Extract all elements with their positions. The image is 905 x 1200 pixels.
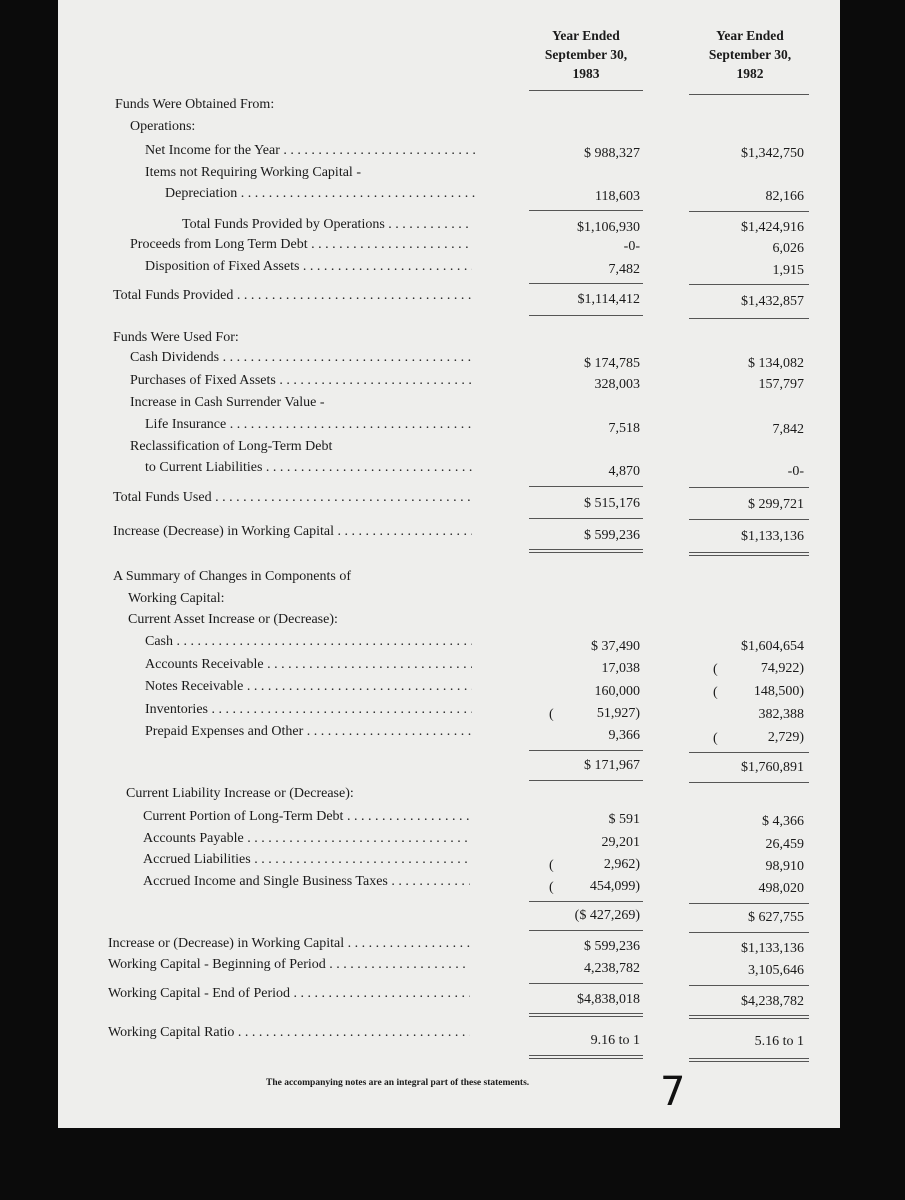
subtotal-rule: [529, 983, 643, 984]
header-line: Year Ended: [716, 28, 784, 43]
row-label: Proceeds from Long Term Debt . . .: [130, 238, 472, 252]
value-1983: $ 988,327: [584, 146, 640, 161]
subtotal-rule: [529, 901, 643, 902]
double-rule: [689, 1018, 809, 1019]
row-label: Increase in Cash Surrender Value -: [130, 395, 325, 410]
value-1983: $4,838,018: [577, 992, 640, 1007]
value-1983: 9,366: [608, 728, 640, 743]
row-label: Disposition of Fixed Assets . . .: [145, 260, 472, 274]
value-1982: 82,166: [765, 189, 804, 204]
value-1982: $ 4,366: [762, 814, 804, 829]
value-1983: $ 37,490: [591, 639, 640, 654]
row-label: Total Funds Used . . .: [113, 491, 472, 505]
subtotal-rule: [529, 486, 643, 487]
double-rule: [689, 1015, 809, 1016]
row-label: Working Capital Ratio . . .: [108, 1026, 470, 1040]
value-1983: 4,238,782: [584, 961, 640, 976]
value-1983: $ 599,236: [584, 528, 640, 543]
value-1982: 3,105,646: [748, 963, 804, 978]
row-label: Items not Requiring Working Capital -: [145, 165, 361, 180]
value-1983: 160,000: [594, 684, 640, 699]
subtotal-rule: [689, 782, 809, 783]
value-1982: 148,500): [753, 684, 804, 699]
value-1983: $ 174,785: [584, 356, 640, 371]
row-label: Reclassification of Long-Term Debt: [130, 439, 333, 454]
row-label: Notes Receivable . . .: [145, 680, 472, 694]
subtotal-rule: [529, 283, 643, 284]
value-1983: $ 515,176: [584, 496, 640, 511]
row-label: Cash . . .: [145, 635, 472, 649]
value-1982: $1,133,136: [741, 529, 804, 544]
value-1983: 118,603: [595, 189, 640, 204]
value-1982: 1,915: [772, 263, 804, 278]
section-heading: Working Capital:: [128, 591, 225, 606]
value-1982: 2,729): [767, 730, 804, 745]
value-1982: 7,842: [772, 422, 804, 437]
value-1982: 498,020: [758, 881, 804, 896]
subsection-heading: Current Asset Increase or (Decrease):: [128, 612, 338, 627]
header-rule: [529, 90, 643, 91]
subtotal-rule: [529, 210, 643, 211]
subtotal-rule: [529, 518, 643, 519]
value-1982: 26,459: [765, 837, 804, 852]
section-heading: Funds Were Obtained From:: [115, 97, 275, 112]
double-rule: [689, 552, 809, 553]
row-label: Depreciation . . .: [165, 187, 477, 201]
row-label: Working Capital - Beginning of Period . . .: [108, 958, 470, 972]
value-1983: $1,114,412: [577, 292, 640, 307]
value-1983: -0-: [623, 239, 640, 254]
row-label: Accrued Income and Single Business Taxes . . .: [143, 875, 470, 889]
row-label: Working Capital - End of Period . . .: [108, 987, 470, 1001]
value-1983: 51,927): [596, 706, 640, 721]
value-1982: $1,342,750: [741, 146, 804, 161]
subtotal-rule: [689, 487, 809, 488]
footer-note: The accompanying notes are an integral part of these statements.: [266, 1078, 530, 1088]
row-label: Prepaid Expenses and Other . . .: [145, 725, 472, 739]
value-1982: 5.16 to 1: [754, 1034, 804, 1049]
paren-open: (: [713, 731, 718, 746]
value-1983: 9.16 to 1: [590, 1033, 640, 1048]
value-1982: -0-: [787, 464, 804, 479]
subtotal-rule: [689, 284, 809, 285]
double-rule: [529, 552, 643, 553]
value-1983: 7,482: [608, 262, 640, 277]
value-1983: 29,201: [601, 835, 640, 850]
subtotal-rule: [529, 930, 643, 931]
value-1983: $1,106,930: [577, 220, 640, 235]
value-1982: 157,797: [758, 377, 804, 392]
subsection-heading: Current Liability Increase or (Decrease):: [126, 786, 354, 801]
subtotal-rule: [689, 519, 809, 520]
row-label: Increase or (Decrease) in Working Capital . . .: [108, 937, 470, 951]
value-1983: $ 591: [608, 812, 640, 827]
value-1983: $ 599,236: [584, 939, 640, 954]
subtotal-rule: [689, 211, 809, 212]
row-label: Accounts Receivable . . .: [145, 658, 472, 672]
value-1982: $1,604,654: [741, 639, 804, 654]
header-line: September 30,: [544, 47, 628, 62]
row-label: Cash Dividends . . .: [130, 351, 472, 365]
paren-open: (: [713, 685, 718, 700]
header-line: September 30,: [708, 47, 792, 62]
value-1983: 17,038: [601, 661, 640, 676]
row-label: Current Portion of Long-Term Debt . . .: [143, 810, 470, 824]
subtotal-1983: $ 171,967: [584, 758, 640, 773]
row-label: Purchases of Fixed Assets . . .: [130, 374, 472, 388]
header-line: 1982: [736, 66, 764, 81]
subtotal-rule: [689, 903, 809, 904]
double-rule: [529, 1013, 643, 1014]
column-header-1983: [522, 26, 650, 83]
double-rule: [529, 1055, 643, 1056]
value-1983: 454,099): [589, 879, 640, 894]
value-1982: $1,424,916: [741, 220, 804, 235]
value-1982: 98,910: [765, 859, 804, 874]
header-line: 1983: [572, 66, 600, 81]
row-label: Accrued Liabilities . . .: [143, 853, 470, 867]
value-1982: 6,026: [772, 241, 804, 256]
value-1982: $ 134,082: [748, 356, 804, 371]
value-1983: 2,962): [603, 857, 640, 872]
section-heading: Funds Were Used For:: [113, 330, 239, 345]
page-number: 7: [660, 1069, 686, 1115]
value-1982: 382,388: [758, 707, 804, 722]
value-1982: $4,238,782: [741, 994, 804, 1009]
subtotal-rule: [529, 780, 643, 781]
row-label: Life Insurance . . .: [145, 418, 472, 432]
subtotal-1983: ($ 427,269): [574, 908, 640, 923]
subtotal-rule: [689, 985, 809, 986]
section-heading: A Summary of Changes in Components of: [113, 569, 351, 584]
paren-open: (: [713, 662, 718, 677]
double-rule: [689, 555, 809, 556]
double-rule: [529, 1016, 643, 1017]
header-line: Year Ended: [552, 28, 620, 43]
paren-open: (: [549, 858, 554, 873]
paren-open: (: [549, 707, 554, 722]
value-1982: $ 299,721: [748, 497, 804, 512]
column-header-1982: [686, 26, 814, 83]
row-label: Total Funds Provided by Operations . . .: [182, 218, 472, 232]
value-1983: 328,003: [594, 377, 640, 392]
subtotal-1982: $1,760,891: [741, 760, 804, 775]
total-rule: [689, 318, 809, 319]
value-1982: 74,922): [760, 661, 804, 676]
row-label: to Current Liabilities . . .: [145, 461, 472, 475]
double-rule: [529, 1058, 643, 1059]
double-rule: [689, 1061, 809, 1062]
row-label: Net Income for the Year . . .: [145, 144, 477, 158]
subtotal-rule: [529, 750, 643, 751]
total-rule: [529, 315, 643, 316]
subtotal-rule: [689, 752, 809, 753]
value-1982: $1,432,857: [741, 294, 804, 309]
row-label: Total Funds Provided . . .: [113, 289, 472, 303]
row-label: Accounts Payable . . .: [143, 832, 470, 846]
subsection-heading: Operations:: [130, 119, 196, 134]
value-1982: $1,133,136: [741, 941, 804, 956]
subtotal-rule: [689, 932, 809, 933]
value-1983: 7,518: [608, 421, 640, 436]
paren-open: (: [549, 880, 554, 895]
subtotal-1982: $ 627,755: [748, 910, 804, 925]
row-label: Increase (Decrease) in Working Capital . . .: [113, 525, 472, 539]
header-rule: [689, 94, 809, 95]
value-1983: 4,870: [608, 464, 640, 479]
double-rule: [529, 549, 643, 550]
row-label: Inventories . . .: [145, 703, 472, 717]
double-rule: [689, 1058, 809, 1059]
